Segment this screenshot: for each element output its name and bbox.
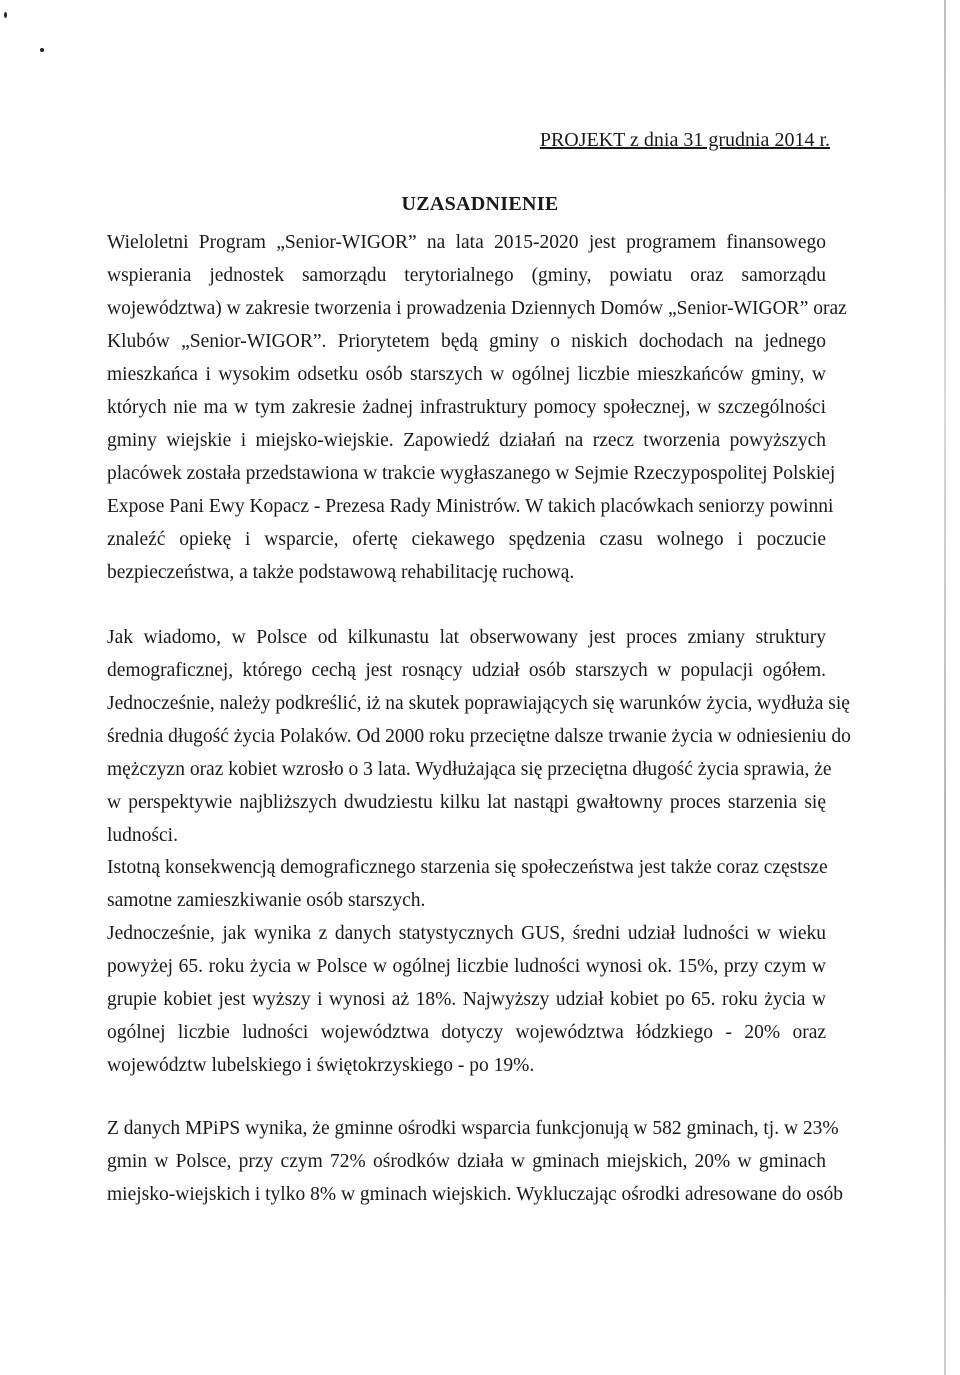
text-line: Klubów „Senior-WIGOR”. Priorytetem będą gminy o niskich dochodach na jednego xyxy=(107,331,826,352)
text-line: miejsko-wiejskich i tylko 8% w gminach wiejskich. Wykluczając ośrodki adresowane do osób xyxy=(107,1184,844,1205)
text-line: ogólnej liczbie ludności województwa dotyczy województwa łódzkiego - 20% oraz xyxy=(107,1022,826,1043)
text-line: samotne zamieszkiwanie osób starszych. xyxy=(107,890,426,911)
text-line: Expose Pani Ewy Kopacz - Prezesa Rady Ministrów. W takich placówkach seniorzy powinni xyxy=(107,496,834,517)
text-line: Jak wiadomo, w Polsce od kilkunastu lat obserwowany jest proces zmiany struktury xyxy=(107,627,826,648)
document-title: UZASADNIENIE xyxy=(401,193,559,215)
text-line: znaleźć opiekę i wsparcie, ofertę ciekawego spędzenia czasu wolnego i poczucie xyxy=(107,529,826,550)
text-line: których nie ma w tym zakresie żadnej infrastruktury pomocy społecznej, w szczególności xyxy=(107,397,826,418)
scan-speck xyxy=(40,48,44,52)
text-line: mieszkańca i wysokim odsetku osób starszych w ogólnej liczbie mieszkańców gminy, w xyxy=(107,364,826,385)
text-line: ludności. xyxy=(107,825,178,846)
text-line: gminy wiejskie i miejsko-wiejskie. Zapowiedź działań na rzecz tworzenia powyższych xyxy=(107,430,826,451)
text-line: placówek została przedstawiona w trakcie wygłaszanego w Sejmie Rzeczypospolitej Polskiej xyxy=(107,463,836,484)
scan-speck xyxy=(4,12,7,18)
text-line: w perspektywie najbliższych dwudziestu kilku lat nastąpi gwałtowny proces starzenia się xyxy=(107,792,826,813)
text-line: Jednocześnie, należy podkreślić, iż na skutek poprawiających się warunków życia, wydłuża się xyxy=(107,693,850,714)
text-line: Jednocześnie, jak wynika z danych statystycznych GUS, średni udział ludności w wieku xyxy=(107,923,826,944)
text-line: grupie kobiet jest wyższy i wynosi aż 18%. Najwyższy udział kobiet po 65. roku życia w xyxy=(107,989,826,1010)
text-line: województwa) w zakresie tworzenia i prowadzenia Dziennych Domów „Senior-WIGOR” oraz xyxy=(107,298,847,319)
text-line: gmin w Polsce, przy czym 72% ośrodków działa w gminach miejskich, 20% w gminach xyxy=(107,1151,826,1172)
text-line: średnia długość życia Polaków. Od 2000 roku przeciętne dalsze trwanie życia w odniesieniu do xyxy=(107,726,851,747)
text-line: Wieloletni Program „Senior-WIGOR” na lata 2015-2020 jest programem finansowego xyxy=(107,232,826,253)
text-line: wspierania jednostek samorządu terytorialnego (gminy, powiatu oraz samorządu xyxy=(107,265,826,286)
project-date-header: PROJEKT z dnia 31 grudnia 2014 r. xyxy=(539,129,830,151)
text-line: Z danych MPiPS wynika, że gminne ośrodki wsparcia funkcjonują w 582 gminach, tj. w 23% xyxy=(107,1118,839,1139)
text-line: Istotną konsekwencją demograficznego starzenia się społeczeństwa jest także coraz częstsze xyxy=(107,857,828,878)
text-line: mężczyzn oraz kobiet wzrosło o 3 lata. Wydłużająca się przeciętna długość życia sprawia, że xyxy=(107,759,832,780)
text-line: województw lubelskiego i świętokrzyskiego - po 19%. xyxy=(107,1055,535,1076)
text-line: powyżej 65. roku życia w Polsce w ogólnej liczbie ludności wynosi ok. 15%, przy czym w xyxy=(107,956,826,977)
text-line: demograficznej, którego cechą jest rosnący udział osób starszych w populacji ogółem. xyxy=(107,660,826,681)
text-line: bezpieczeństwa, a także podstawową rehabilitację ruchową. xyxy=(107,562,575,583)
